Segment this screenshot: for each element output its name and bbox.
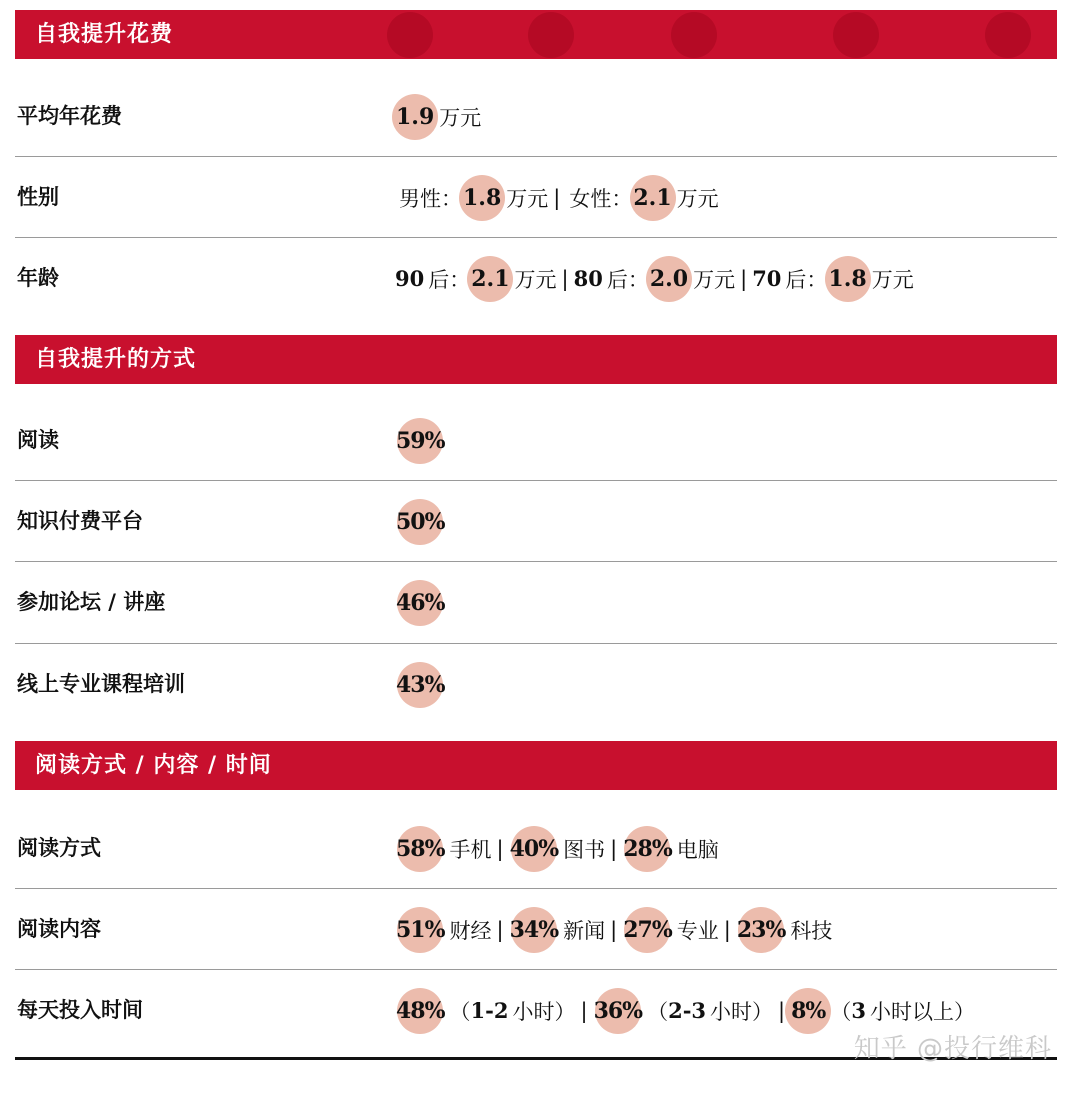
section-title: 自我提升的方式: [35, 347, 197, 372]
decorative-circle: [985, 12, 1031, 58]
highlighted-value: 1.8: [463, 184, 502, 211]
row-label: 知识付费平台: [17, 509, 143, 533]
value-text: 手机: [449, 837, 492, 862]
value-text: 财经: [449, 918, 492, 943]
data-row: [15, 400, 1057, 481]
value-text: 小时）: [512, 999, 576, 1024]
highlighted-percent: 40%: [509, 835, 559, 862]
row-label: 阅读内容: [17, 917, 101, 941]
value-text: 电脑: [676, 837, 719, 862]
value-text: 男性：: [399, 186, 462, 211]
value-text: 万元: [676, 186, 719, 211]
data-row: [15, 889, 1057, 970]
highlighted-percent: 8%: [791, 997, 826, 1024]
highlighted-percent: 23%: [736, 916, 786, 943]
highlighted-value: 2.1: [633, 184, 672, 211]
highlighted-percent: 46%: [396, 589, 445, 616]
separator: |: [610, 836, 618, 861]
data-row: [15, 808, 1057, 889]
separator: |: [723, 917, 731, 942]
value-text: 后：: [606, 267, 649, 292]
decorative-circle: [528, 12, 574, 58]
value-text: 后：: [428, 267, 471, 292]
data-row: [15, 157, 1057, 238]
highlighted-percent: 43%: [396, 671, 445, 698]
row-label: 线上专业课程培训: [17, 672, 185, 696]
highlighted-percent: 58%: [396, 835, 445, 862]
data-row: [15, 76, 1057, 157]
row-value: [395, 644, 446, 725]
row-value: [395, 562, 446, 643]
highlighted-percent: 51%: [396, 916, 445, 943]
value-text: 科技: [790, 918, 833, 943]
value-number: 70: [752, 266, 782, 291]
separator: |: [496, 917, 504, 942]
value-text: （: [647, 999, 669, 1024]
decorative-circle: [671, 12, 717, 58]
separator: |: [740, 266, 748, 291]
row-label: 每天投入时间: [17, 998, 143, 1022]
row-value: [395, 400, 446, 481]
section-title: 阅读方式 / 内容 / 时间: [35, 753, 272, 778]
row-label: 阅读: [17, 428, 59, 452]
value-text: 小时）: [710, 999, 774, 1024]
value-text: 万元: [506, 186, 549, 211]
highlighted-value: 2.1: [471, 265, 510, 292]
separator: |: [496, 836, 504, 861]
separator: |: [610, 917, 618, 942]
row-value: [395, 481, 446, 562]
row-value: [395, 808, 719, 889]
row-value: [395, 157, 719, 238]
value-number: 3: [851, 998, 866, 1023]
value-text: （: [449, 999, 471, 1024]
separator: |: [561, 266, 569, 291]
highlighted-value: 1.9: [396, 103, 435, 130]
row-label: 阅读方式: [17, 836, 101, 860]
section-header-reading: [15, 741, 1057, 790]
section-header-methods: [15, 335, 1057, 384]
highlighted-percent: 50%: [396, 508, 445, 535]
value-number: 90: [395, 266, 425, 291]
value-number: 80: [573, 266, 603, 291]
value-text: 万元: [871, 267, 914, 292]
highlighted-percent: 27%: [623, 916, 672, 943]
section-title: 自我提升花费: [35, 22, 174, 47]
value-number: 2-3: [668, 998, 707, 1023]
data-row: [15, 562, 1057, 643]
value-text: （: [830, 999, 852, 1024]
highlighted-value: 2.0: [649, 265, 689, 292]
highlighted-percent: 28%: [623, 835, 672, 862]
watermark: 知乎 @投行维科: [853, 1034, 1052, 1064]
value-text: 图书: [563, 837, 606, 862]
row-label: 年龄: [17, 266, 59, 290]
separator: |: [778, 998, 786, 1023]
row-label: 参加论坛 / 讲座: [17, 590, 166, 614]
value-text: 万元: [439, 105, 482, 130]
highlighted-percent: 59%: [396, 427, 445, 454]
row-label: 平均年花费: [17, 104, 122, 128]
separator: |: [580, 998, 588, 1023]
value-text: 后：: [785, 267, 828, 292]
data-row: [15, 644, 1057, 725]
value-number: 1-2: [470, 998, 509, 1023]
highlighted-value: 1.8: [828, 265, 867, 292]
highlighted-percent: 48%: [396, 997, 445, 1024]
highlighted-percent: 36%: [593, 997, 643, 1024]
value-text: 女性：: [569, 186, 633, 211]
value-text: 专业: [676, 918, 719, 943]
section-header-spending: [15, 10, 1057, 59]
highlighted-percent: 34%: [509, 916, 559, 943]
value-text: 万元: [693, 267, 736, 292]
row-value: [395, 76, 481, 157]
decorative-circle: [833, 12, 879, 58]
data-row: [15, 481, 1057, 562]
value-text: 小时以上）: [869, 999, 975, 1024]
data-row: [15, 238, 1057, 319]
value-text: 万元: [514, 267, 557, 292]
value-text: 新闻: [563, 918, 606, 943]
decorative-circle: [387, 12, 433, 58]
row-value: [395, 238, 914, 319]
row-label: 性别: [17, 185, 59, 209]
row-value: [395, 889, 832, 970]
separator: |: [553, 185, 561, 210]
